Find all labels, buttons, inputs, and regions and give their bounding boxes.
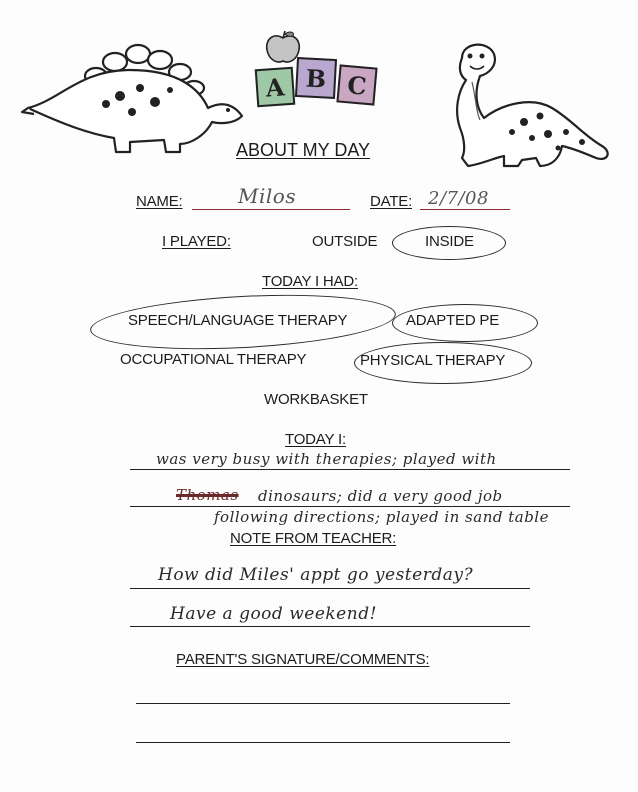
brontosaurus-illustration xyxy=(432,38,622,178)
option-occupational-therapy: OCCUPATIONAL THERAPY xyxy=(120,351,307,368)
option-physical-therapy: PHYSICAL THERAPY xyxy=(360,352,506,369)
adapted-pe-circle xyxy=(392,304,538,342)
note-line-1: How did Miles' appt go yesterday? xyxy=(158,565,474,585)
stegosaurus-illustration xyxy=(20,40,260,170)
today-i-rule-2 xyxy=(130,506,570,507)
today-i-line-3: following directions; played in sand table xyxy=(214,508,549,526)
today-had-heading: TODAY I HAD: xyxy=(262,273,358,290)
date-label: DATE: xyxy=(370,193,413,210)
parent-rule-2 xyxy=(136,742,510,743)
abc-blocks xyxy=(256,58,376,106)
option-workbasket: WORKBASKET xyxy=(264,391,368,408)
option-speech-language-therapy: SPEECH/LANGUAGE THERAPY xyxy=(128,312,348,329)
note-line-2: Have a good weekend! xyxy=(170,604,377,624)
block-b: B xyxy=(295,57,337,99)
date-value: 2/7/08 xyxy=(428,188,489,209)
today-i-rule-1 xyxy=(130,469,570,470)
option-adapted-pe: ADAPTED PE xyxy=(406,312,500,329)
today-i-heading: TODAY I: xyxy=(285,431,346,448)
name-value: Milos xyxy=(238,184,297,208)
crossed-out-word: Thomas xyxy=(176,486,239,504)
played-option-outside: OUTSIDE xyxy=(312,233,378,250)
block-c: C xyxy=(336,64,377,105)
date-rule xyxy=(420,209,510,210)
note-heading: NOTE FROM TEACHER: xyxy=(230,530,397,547)
name-label: NAME: xyxy=(136,193,183,210)
played-option-inside: INSIDE xyxy=(425,233,474,250)
note-rule-2 xyxy=(130,626,530,627)
today-i-line-1: was very busy with therapies; played with xyxy=(156,450,497,468)
note-rule-1 xyxy=(130,588,530,589)
inside-circle xyxy=(392,226,506,260)
parent-rule-1 xyxy=(136,703,510,704)
block-a: A xyxy=(255,67,296,108)
parent-heading: PARENT'S SIGNATURE/COMMENTS: xyxy=(176,651,430,668)
physical-therapy-circle xyxy=(354,342,532,384)
page-title: ABOUT MY DAY xyxy=(236,140,371,160)
name-rule xyxy=(192,209,350,210)
played-label: I PLAYED: xyxy=(162,233,231,250)
speech-circle xyxy=(89,288,397,356)
today-i-line-2: dinosaurs; did a very good job xyxy=(258,487,503,505)
